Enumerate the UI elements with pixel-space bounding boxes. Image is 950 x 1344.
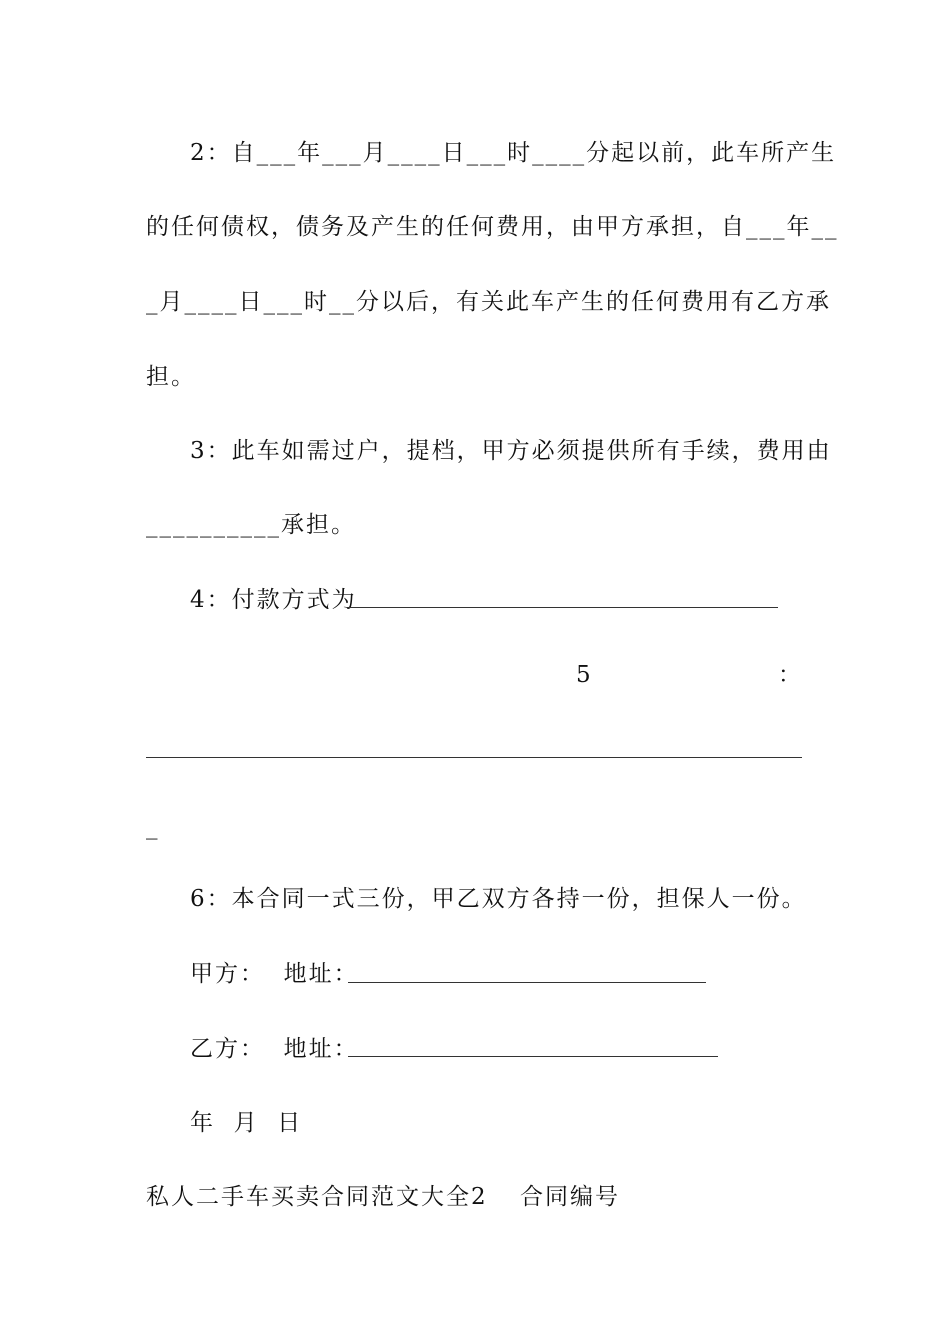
clause-2-line-4: 担。 (146, 364, 196, 390)
payment-method-blank (348, 607, 778, 608)
party-b-address-blank (348, 1056, 718, 1057)
clause-5-tail: _ (146, 814, 160, 840)
party-a-address-label: 甲方： 地址： (190, 961, 359, 987)
clause-5-blank (146, 757, 802, 758)
clause-2-line-2: 的任何债权，债务及产生的任何费用，由甲方承担，自___年__ (146, 214, 839, 240)
date-line: 年 月 日 (190, 1110, 303, 1136)
clause-2-line-3: _月____日___时__分以后，有关此车产生的任何费用有乙方承 (146, 289, 831, 315)
clause-2-line-1: 2：自___年___月____日___时____分起以前，此车所产生 (190, 140, 837, 166)
clause-5-number: 5 (576, 662, 593, 688)
clause-3-line-2: __________承担。 (146, 512, 356, 538)
party-b-address-label: 乙方： 地址： (190, 1036, 359, 1062)
clause-4-label: 4：付款方式为 (190, 587, 357, 613)
party-a-address-blank (348, 982, 706, 983)
next-contract-title: 私人二手车买卖合同范文大全2 (146, 1184, 488, 1210)
clause-6: 6：本合同一式三份，甲乙双方各持一份，担保人一份。 (190, 886, 807, 912)
clause-3-line-1: 3：此车如需过户，提档，甲方必须提供所有手续，费用由 (190, 438, 832, 464)
contract-number-label: 合同编号 (520, 1184, 620, 1210)
clause-5-colon: ： (778, 662, 803, 688)
